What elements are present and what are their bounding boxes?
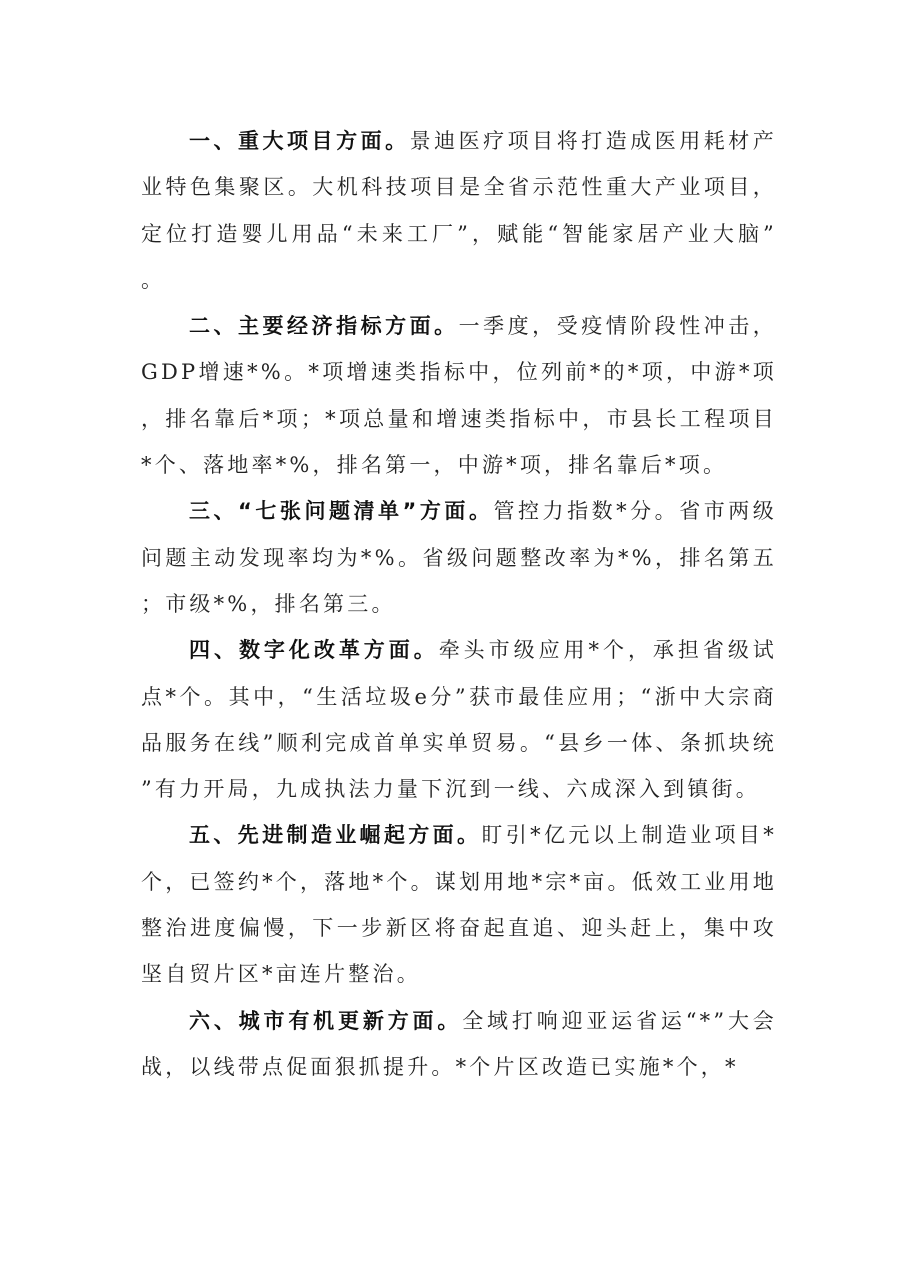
paragraph-text: 一季度，受疫情阶段性冲击，GDP增速*%。*项增速类指标中，位列前*的*项，中游*项，排名靠后*项；*项总量和增速类指标中，市县长工程项目*个、落地率*%，排名第一，中游*项，排名靠后*项。 xyxy=(141,314,777,478)
paragraph-economic-indicators xyxy=(141,303,777,488)
document-body xyxy=(141,118,777,1090)
paragraph-problem-lists xyxy=(141,488,777,627)
paragraph-heading: 六、城市有机更新方面。 xyxy=(189,1008,463,1033)
paragraph-urban-renewal xyxy=(141,998,777,1091)
paragraph-major-projects xyxy=(141,118,777,303)
paragraph-text: 管控力指数*分。省市两级问题主动发现率均为*%。省级问题整改率为*%，排名第五；市级*%，排名第三。 xyxy=(141,499,777,616)
paragraph-heading: 二、主要经济指标方面。 xyxy=(189,314,459,339)
paragraph-text: 牵头市级应用*个，承担省级试点*个。其中，“生活垃圾e分”获市最佳应用；“浙中大宗商品服务在线”顺利完成首单实单贸易。“县乡一体、条抓块统”有力开局，九成执法力量下沉到一线、六成深入到镇街。 xyxy=(141,638,777,802)
paragraph-heading: 四、数字化改革方面。 xyxy=(189,638,439,663)
paragraph-digital-reform xyxy=(141,627,777,812)
paragraph-heading: 五、先进制造业崛起方面。 xyxy=(189,823,482,848)
paragraph-text: 盯引*亿元以上制造业项目*个，已签约*个，落地*个。谋划用地*宗*亩。低效工业用地整治进度偏慢，下一步新区将奋起直追、迎头赶上，集中攻坚自贸片区*亩连片整治。 xyxy=(141,823,777,987)
paragraph-text: 全域打响迎亚运省运“*”大会战，以线带点促面狠抓提升。*个片区改造已实施*个，* xyxy=(141,1008,777,1079)
paragraph-heading: 一、重大项目方面。 xyxy=(189,129,410,153)
paragraph-text: 景迪医疗项目将打造成医用耗材产业特色集聚区。大机科技项目是全省示范性重大产业项目，定位打造婴儿用品“未来工厂”，赋能“智能家居产业大脑”。 xyxy=(141,129,777,292)
paragraph-heading: 三、“七张问题清单”方面。 xyxy=(189,499,494,524)
paragraph-manufacturing xyxy=(141,812,777,997)
